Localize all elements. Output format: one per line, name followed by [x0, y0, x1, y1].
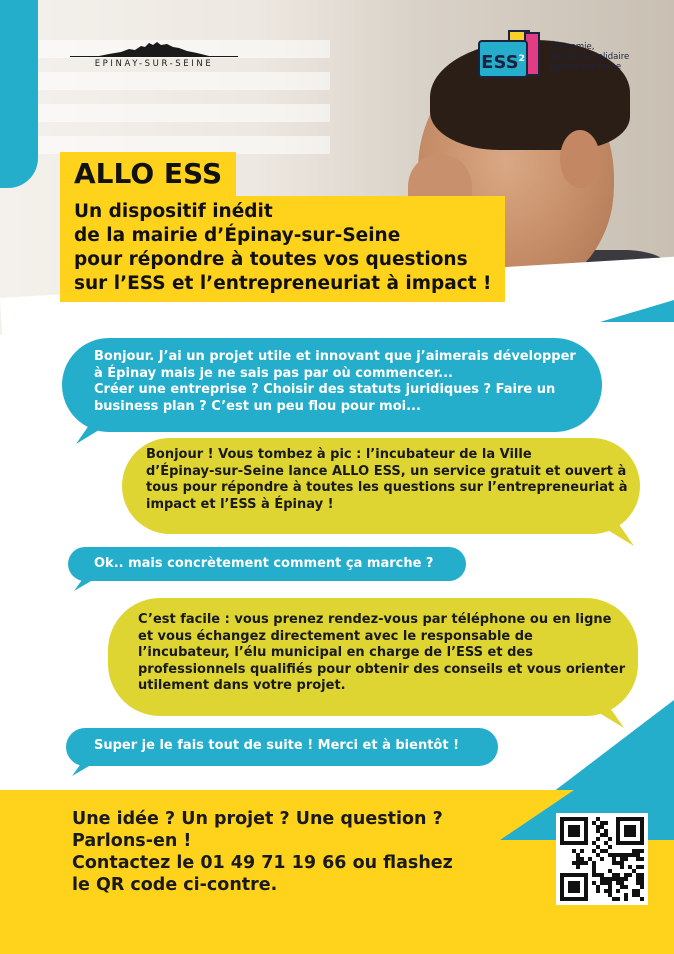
- bubble-line: l’incubateur, l’élu municipal en charge de l’ESS et des: [138, 645, 533, 660]
- ess-logo-line: Sociale & Solidaire: [550, 52, 630, 62]
- man-ear: [560, 130, 600, 188]
- footer-call-to-action: [72, 808, 492, 896]
- subtitle-line: Un dispositif inédit: [74, 201, 273, 222]
- bubble-tail: [72, 756, 96, 776]
- city-name: EPINAY-SUR-SEINE: [70, 56, 238, 69]
- ess-logo: [478, 30, 658, 80]
- ess-badge: [478, 40, 528, 78]
- ess-logo-line: Économie,: [550, 42, 595, 52]
- window-blind: [0, 72, 330, 90]
- bubble-line: Ok.. mais concrètement comment ça marche ?: [94, 556, 434, 571]
- ess-logo-text: [550, 42, 629, 72]
- speech-bubble-question: [66, 728, 498, 766]
- ess-badge-label: ESS: [481, 52, 519, 73]
- bubble-line: tous pour répondre à toutes les questions sur l’entrepreneuriat à: [146, 480, 628, 495]
- speech-bubble-answer: [122, 438, 640, 534]
- skyline-icon: [99, 40, 209, 56]
- qr-code-icon: [560, 817, 644, 901]
- ess-logo-line: Épinay-sur-Seine: [550, 62, 622, 72]
- bubble-tail: [74, 571, 98, 591]
- bubble-line: à Épinay mais je ne sais pas par où commencer...: [94, 365, 453, 381]
- subtitle-line: sur l’ESS et l’entrepreneuriat à impact !: [74, 273, 492, 294]
- footer-line: Contactez le 01 49 71 19 66 ou flashez: [72, 853, 453, 873]
- qr-code[interactable]: [556, 813, 648, 905]
- bubble-line: business plan ? C’est un peu flou pour moi...: [94, 398, 421, 414]
- footer-line: Parlons-en !: [72, 831, 192, 851]
- bubble-tail: [76, 418, 106, 444]
- bubble-line: Super je le fais tout de suite ! Merci et à bientôt !: [94, 738, 460, 753]
- subtitle-line: de la mairie d’Épinay-sur-Seine: [74, 225, 401, 246]
- ess-badge-exponent: 2: [518, 54, 525, 64]
- city-logo: [70, 40, 238, 69]
- bubble-line: Bonjour ! Vous tombez à pic : l’incubateur de la Ville: [146, 447, 532, 462]
- subtitle-line: pour répondre à toutes vos questions: [74, 249, 468, 270]
- page-subtitle: [60, 196, 505, 302]
- bubble-line: utilement dans votre projet.: [138, 678, 346, 693]
- bubble-line: C’est facile : vous prenez rendez-vous par téléphone ou en ligne: [138, 612, 612, 627]
- speech-bubble-question: [68, 547, 466, 581]
- bubble-tail: [594, 702, 624, 728]
- speech-bubble-answer: [108, 598, 638, 716]
- bubble-line: et vous échangez directement avec le responsable de: [138, 628, 533, 644]
- footer-line: Une idée ? Un projet ? Une question ?: [72, 809, 443, 829]
- bubble-tail: [604, 520, 634, 546]
- bubble-line: Créer une entreprise ? Choisir des statuts juridiques ? Faire un: [94, 382, 556, 397]
- footer-line: le QR code ci-contre.: [72, 875, 278, 895]
- page-title: ALLO ESS: [60, 152, 236, 196]
- window-blind: [0, 104, 330, 122]
- bubble-line: d’Épinay-sur-Seine lance ALLO ESS, un service gratuit et ouvert à: [146, 463, 627, 479]
- speech-bubble-question: [62, 338, 602, 432]
- bubble-line: impact et l’ESS à Épinay !: [146, 496, 334, 512]
- cyan-corner-strip: [0, 0, 38, 188]
- bubble-line: professionnels qualifiés pour obtenir des conseils et vous orienter: [138, 661, 626, 677]
- bubble-line: Bonjour. J’ai un projet utile et innovant que j’aimerais développer: [94, 349, 576, 364]
